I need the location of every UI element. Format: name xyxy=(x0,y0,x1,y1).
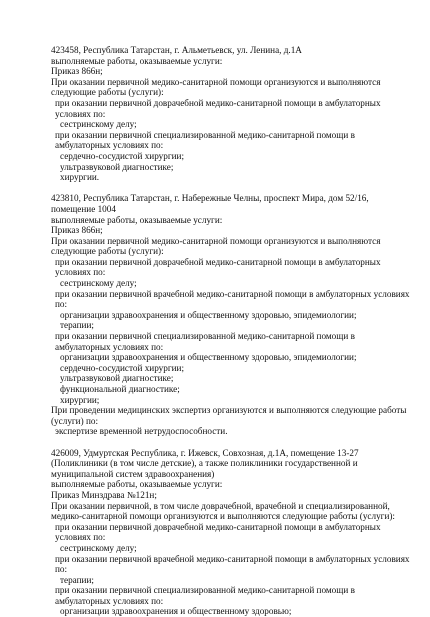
text-line: сестринскому делу; xyxy=(60,542,137,553)
text-line: Приказ 866н; xyxy=(51,66,103,77)
address-line: 426009, Удмуртская Республика, г. Ижевск, Совхозная, д.1А, помещение 13-27 (Поликлиники (в том числе детские), а также поликлиники государственной и муниципальной систем здравоохранения) xyxy=(51,447,359,479)
text-line: при оказании первичной доврачебной медико-санитарной помощи в амбулаторных условиях по: xyxy=(55,256,381,278)
text-line: сердечно-сосудистой хирургии; xyxy=(60,362,185,373)
text-line: при оказании первичной врачебной медико-санитарной помощи в амбулаторных условиях по: xyxy=(55,553,410,575)
text-line: при оказании первичной доврачебной медико-санитарной помощи в амбулаторных условиях по: xyxy=(55,97,381,119)
text-line: при оказании первичной врачебной медико-санитарной помощи в амбулаторных условиях по: xyxy=(55,288,410,310)
address-line: 423458, Республика Татарстан, г. Альметьевск, ул. Ленина, д.1А xyxy=(51,45,302,55)
text-line: Приказ Минздрава №121н; xyxy=(51,489,157,500)
text-line: При проведении медицинских экспертиз организуются и выполняются следующие работы (услуги) по: xyxy=(51,405,407,426)
text-line: при оказании первичной доврачебной медико-санитарной помощи в амбулаторных условиях по: xyxy=(55,521,381,543)
text-line: ультразвуковой диагностике; xyxy=(60,161,174,172)
text-line: организации здравоохранения и общественному здоровью, эпидемиологии; xyxy=(60,352,357,363)
text-line: Приказ 866н; xyxy=(51,225,103,236)
text-line: хирургии; xyxy=(60,394,100,405)
text-line: организации здравоохранения и общественному здоровью; xyxy=(60,606,292,617)
license-address-block xyxy=(51,448,411,617)
block-spacer xyxy=(51,183,411,194)
license-address-block xyxy=(51,45,411,183)
text-line: терапии; xyxy=(60,574,94,585)
text-line: при оказании первичной специализированной медико-санитарной помощи в амбулаторных условиях по: xyxy=(55,129,355,151)
text-line: ультразвуковой диагностике; xyxy=(60,373,174,384)
text-line: При оказании первичной медико-санитарной помощи организуются и выполняются следующие работы (услуги): xyxy=(51,76,381,98)
text-line: при оказании первичной специализированной медико-санитарной помощи в амбулаторных условиях по: xyxy=(55,331,355,352)
address-line: 423810, Республика Татарстан, г. Набережные Челны, проспект Мира, дом 52/16, помещение 1004 xyxy=(51,193,369,214)
text-line: сестринскому делу; xyxy=(60,119,137,130)
text-line: хирургии. xyxy=(60,172,100,183)
text-line: организации здравоохранения и общественному здоровью, эпидемиологии; xyxy=(60,309,357,320)
text-line: При оказании первичной, в том числе доврачебной, врачебной и специализированной, медико-санитарной помощи организуются и выполняются следующие работы (услуги): xyxy=(51,500,395,522)
text-line: выполняемые работы, оказываемые услуги: xyxy=(51,479,223,490)
document-page xyxy=(51,45,411,617)
text-line: экспертизе временной нетрудоспособности. xyxy=(55,426,228,437)
text-line: функциональной диагностике; xyxy=(60,384,180,394)
text-line: выполняемые работы, оказываемые услуги: xyxy=(51,214,223,225)
text-line: выполняемые работы, оказываемые услуги: xyxy=(51,55,223,66)
license-address-block xyxy=(51,193,411,437)
block-spacer xyxy=(51,437,411,448)
text-line: при оказании первичной специализированной медико-санитарной помощи в амбулаторных условиях по: xyxy=(55,585,355,606)
text-line: терапии; xyxy=(60,320,94,331)
text-line: сердечно-сосудистой хирургии; xyxy=(60,150,185,161)
text-line: При оказании первичной медико-санитарной помощи организуются и выполняются следующие работы (услуги): xyxy=(51,235,381,257)
text-line: сестринскому делу; xyxy=(60,278,137,289)
